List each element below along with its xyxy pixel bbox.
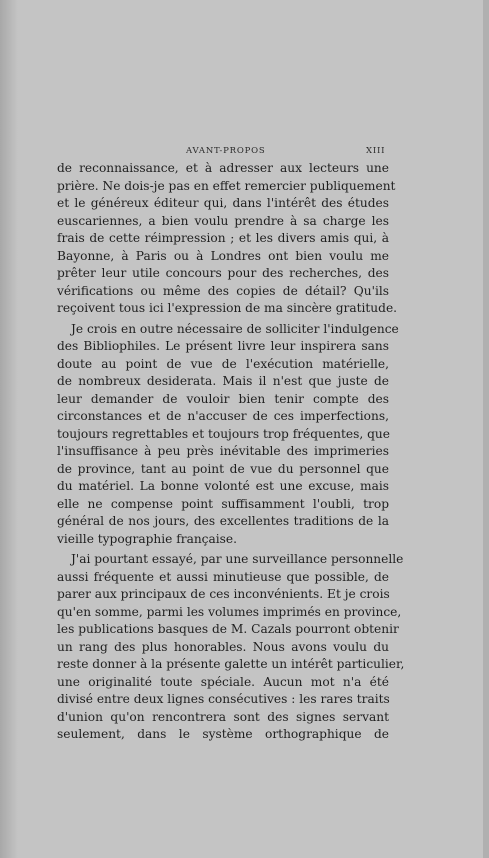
text-line: et le généreux éditeur qui, dans l'intérêt des études <box>57 196 389 210</box>
text-line: qu'en somme, parmi les volumes imprimés en province, <box>57 604 402 619</box>
text-line: J'ai pourtant essayé, par une surveillance personnelle <box>71 552 404 566</box>
paragraph-3 <box>57 551 405 744</box>
text-line: reste donner à la présente galette un intérêt particulier, <box>57 657 405 671</box>
text-line: Je crois en outre nécessaire de solliciter l'indulgence <box>71 321 399 336</box>
text-line: euscariennes, a bien voulu prendre à sa charge les <box>57 213 389 228</box>
text-line: elle ne compense point suffisamment l'oubli, trop <box>57 496 389 511</box>
paragraph-2 <box>57 321 399 549</box>
text-line: des Bibliophiles. Le présent livre leur inspirera sans <box>57 339 389 353</box>
body-text <box>57 160 405 744</box>
text-line: divisé entre deux lignes consécutives : les rares traits <box>57 692 390 706</box>
text-line: de reconnaissance, et à adresser aux lecteurs une <box>57 161 389 175</box>
text-line: Bayonne, à Paris ou à Londres ont bien voulu me <box>57 248 389 263</box>
text-line: toujours regrettables et toujours trop fréquentes, que <box>57 426 390 441</box>
text-line: un rang des plus honorables. Nous avons voulu du <box>57 639 389 654</box>
text-line: prêter leur utile concours pour des recherches, des <box>57 266 389 280</box>
text-line: frais de cette réimpression ; et les divers amis qui, à <box>57 231 389 245</box>
text-line: vérifications ou même des copies de détail? Qu'ils <box>57 283 389 298</box>
paragraph-1 <box>57 160 398 318</box>
text-line: seulement, dans le système orthographique de <box>57 727 389 741</box>
text-line: du matériel. La bonne volonté est une excuse, mais <box>57 479 389 493</box>
text-line: vieille typographie française. <box>57 531 238 546</box>
text-line: les publications basques de M. Cazals pourront obtenir <box>57 622 399 636</box>
text-line: reçoivent tous ici l'expression de ma sincère gratitude. <box>57 301 398 315</box>
text-line: l'insuffisance à peu près inévitable des imprimeries <box>57 444 389 458</box>
text-line: d'union qu'on rencontrera sont des signes servant <box>57 709 389 724</box>
text-line: parer aux principaux de ces inconvénients. Et je crois <box>57 587 390 601</box>
text-line: de nombreux desiderata. Mais il n'est que juste de <box>57 374 389 388</box>
text-line: de province, tant au point de vue du personnel que <box>57 461 389 476</box>
running-title: AVANT-PROPOS <box>186 146 266 156</box>
running-head <box>0 146 489 160</box>
text-line: général de nos jours, des excellentes traditions de la <box>57 514 389 528</box>
text-line: prière. Ne dois-je pas en effet remercier publiquement <box>57 178 396 193</box>
text-line: aussi fréquente et aussi minutieuse que possible, de <box>57 569 389 584</box>
text-line: doute au point de vue de l'exécution matérielle, <box>57 356 389 371</box>
spine-shadow <box>0 0 18 858</box>
text-line: leur demander de vouloir bien tenir compte des <box>57 391 389 406</box>
text-line: une originalité toute spéciale. Aucun mot n'a été <box>57 674 389 689</box>
text-line: circonstances et de n'accuser de ces imperfections, <box>57 409 389 423</box>
page-number: XIII <box>366 146 386 156</box>
page-edge <box>483 0 489 858</box>
